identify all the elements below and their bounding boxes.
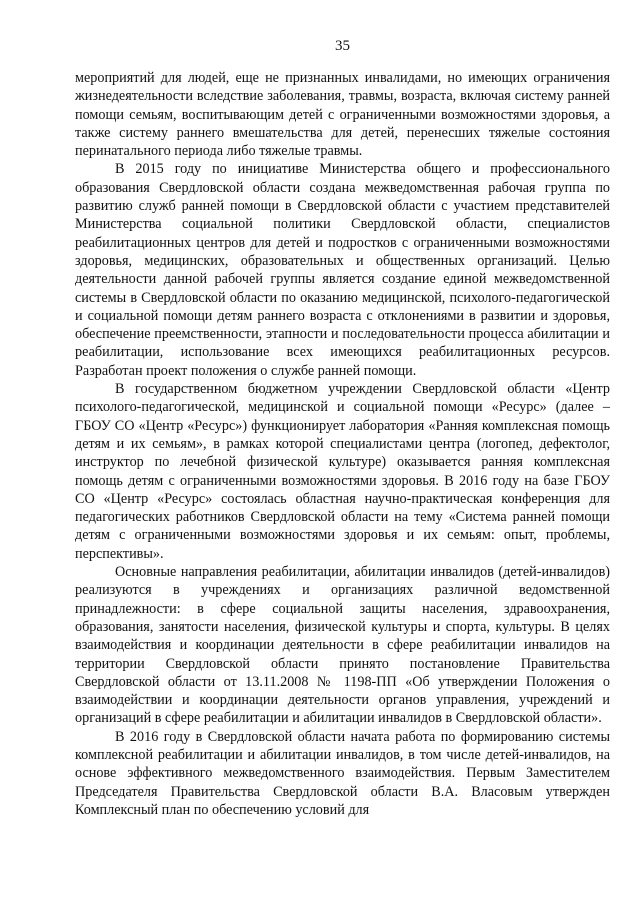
paragraph-4: Основные направления реабилитации, абилитации инвалидов (детей-инвалидов) реализуются в учреждениях и организациях различной ведомственной принадлежности: в сфере социальной защиты населения, здравоохранения, образования, занятости населения, физической культуры и спорта, культуры. В целях взаимодействия и координации деятельности в сфере реабилитации инвалидов на территории Свердловской области принято постановление Правительства Свердловской области от 13.11.2008 № 1198-ПП «Об утверждении Положения о взаимодействии и координации деятельности органов управления, учреждений и организаций в сфере реабилитации и абилитации инвалидов в Свердловской области». [75,564,610,727]
document-body [75,69,610,819]
paragraph-1: мероприятий для людей, еще не признанных инвалидами, но имеющих ограничения жизнедеятельности вследствие заболевания, травмы, возраста, включая систему ранней помощи семьям, воспитывающим детей с ограниченными возможностями здоровья, а также систему раннего вмешательства для детей, перенесших тяжелые состояния перинатального периода либо тяжелые травмы. [75,70,610,160]
paragraph-3: В государственном бюджетном учреждении Свердловской области «Центр психолого-педагогической, медицинской и социальной помощи «Ресурс» (далее – ГБОУ СО «Центр «Ресурс») функционирует лаборатория «Ранняя комплексная помощь детям и их семьям», в рамках которой специалистами центра (логопед, дефектолог, инструктор по лечебной физической культуре) оказывается ранняя комплексная помощь детям с ограниченными возможностями здоровья. В 2016 году на базе ГБОУ СО «Центр «Ресурс» состоялась областная научно-практическая конференция для педагогических работников Свердловской области на тему «Система ранней помощи детям с ограниченными возможностями здоровья и их семьям: опыт, проблемы, перспективы». [75,381,610,562]
paragraph-2: В 2015 году по инициативе Министерства общего и профессионального образования Свердловской области создана межведомственная рабочая группа по развитию служб ранней помощи в Свердловской области с участием представителей Министерства социальной политики Свердловской области, специалистов реабилитационных центров для детей и подростков с ограниченными возможностями здоровья, медицинских, образовательных и общественных организаций. Целью деятельности данной рабочей группы является создание единой межведомственной системы в Свердловской области по оказанию медицинской, психолого-педагогической и социальной помощи детям раннего возраста с отклонениями в развитии и здоровья, обеспечение преемственности, этапности и последовательности процесса абилитации и реабилитации, использование всех имеющихся реабилитационных ресурсов. Разработан проект положения о службе ранней помощи. [75,161,610,379]
paragraph-5: В 2016 году в Свердловской области начата работа по формированию системы комплексной реабилитации и абилитации инвалидов, в том числе детей-инвалидов, на основе эффективного межведомственного взаимодействия. Первым Заместителем Председателя Правительства Свердловской области В.А. Власовым утвержден Комплексный план по обеспечению условий для [75,728,610,818]
page-number: 35 [335,38,350,54]
